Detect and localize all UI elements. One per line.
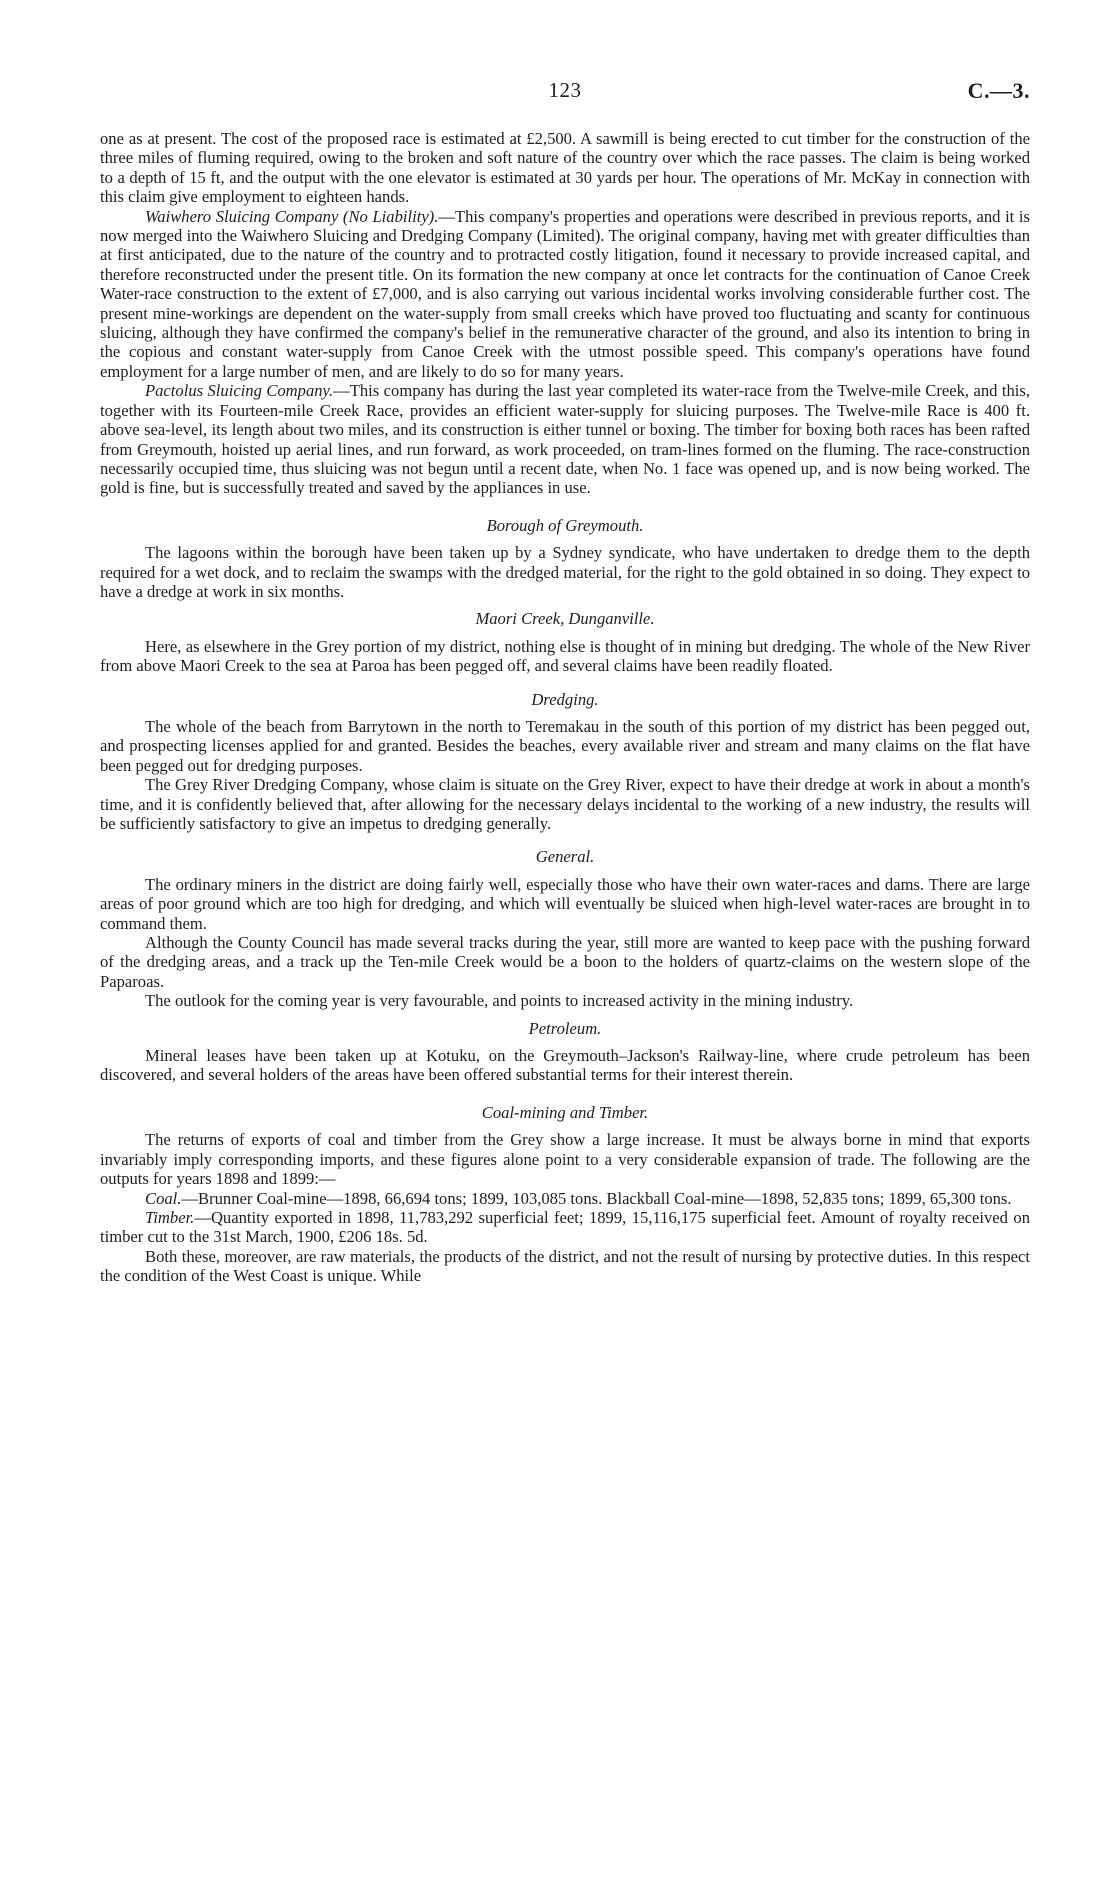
page-header xyxy=(100,78,1030,108)
heading-petroleum: Petroleum. xyxy=(528,1018,602,1038)
timber-lead: Timber. xyxy=(145,1207,195,1227)
pactolus-body: —This company has during the last year completed its water-race from the Twelve-mile Creek, and this, together with its Fourteen-mile Creek Race, provides an efficient water-supply for sluicing purposes. The Twelve-mile Race is 400 ft. above sea-level, its length about two miles, and its construction is either tunnel or boxing. The timber for boxing both races has been rafted from Greymouth, hoisted up aerial lines, and run forward, as work proceeded, on tram-lines formed on the fluming. The race-construction necessarily occupied time, thus sluicing was not begun until a recent date, when No. 1 face was opened up, and is now being worked. The gold is fine, but is successfully treated and saved by the appliances in use. xyxy=(100,381,1030,498)
waiwhero-lead: Waiwhero Sluicing Company (No Liability). xyxy=(145,206,439,226)
coal-figures: —Brunner Coal-mine—1898, 66,694 tons; 1899, 103,085 tons. Blackball Coal-mine—1898, 52,835 tons; 1899, 65,300 tons. xyxy=(181,1188,1012,1208)
paragraph-borough: The lagoons within the borough have been taken up by a Sydney syndicate, who have undertaken to dredge them to the depth required for a wet dock, and to reclaim the swamps with the dredged material, for the right to the gold obtained in so doing. They expect to have a dredge at work in six months. xyxy=(100,543,1030,601)
heading-coal-mining-and-timber: Coal-mining and Timber. xyxy=(481,1102,649,1122)
heading-dredging: Dredging. xyxy=(531,689,599,709)
heading-general: General. xyxy=(535,847,595,867)
paragraph-general-3: The outlook for the coming year is very favourable, and points to increased activity in the mining industry. xyxy=(145,991,854,1011)
paragraph-timber-figures xyxy=(100,1208,1030,1247)
paragraph-waiwhero xyxy=(100,207,1030,382)
paragraph-maori-creek: Here, as elsewhere in the Grey portion of my district, nothing else is thought of in mining but dredging. The whole of the New River from above Maori Creek to the sea at Paroa has been pegged off, and several claims have been readily floated. xyxy=(100,636,1030,676)
heading-maori-creek: Maori Creek, Dunganville. xyxy=(475,609,655,629)
paragraph-coal-figures xyxy=(100,1189,1030,1208)
waiwhero-body: —This company's properties and operations were described in previous reports, and it is now merged into the Waiwhero Sluicing and Dredging Company (Limited). The original company, having met with greater difficulties than at first anticipated, due to the nature of the country and to protracted costly litigation, found it necessary to provide increased capital, and therefore reconstructed under the present title. On its formation the new company at once let contracts for the continuation of Canoe Creek Water-race construction to the extent of £7,000, and is also carrying out various incidental works involving considerable further cost. The present mine-workings are dependent on the water-supply from small creeks which have proved too fluctuating and scanty for continuous sluicing, although they have confirmed the company's belief in the remunerative character of the ground, and also its intention to bring in the copious and constant water-supply from Canoe Creek with the utmost possible speed. This company's operations have found employment for a large number of men, and are likely to do so for many years. xyxy=(100,206,1030,381)
paragraph-carryover: one as at present. The cost of the proposed race is estimated at £2,500. A sawmill is being erected to cut timber for the construction of the three miles of fluming required, owing to the broken and soft nature of the country over which the race passes. The claim is being worked to a depth of 15 ft, and the output with the one elevator is estimated at 30 yards per hour. The operations of Mr. McKay in connection with this claim give employment to eighteen hands. xyxy=(100,129,1030,207)
paragraph-dredging-1: The whole of the beach from Barrytown in the north to Teremakau in the south of this portion of my district has been pegged out, and prospecting licenses applied for and granted. Besides the beaches, every available river and stream and many claims on the flat have been pegged out for dredging purposes. xyxy=(100,716,1030,775)
paragraph-petroleum: Mineral leases have been taken up at Kotuku, on the Greymouth–Jackson's Railway-line, where crude petroleum has been discovered, and several holders of the areas have been offered substantial terms for their interest therein. xyxy=(100,1046,1030,1085)
paragraph-coal-intro: The returns of exports of coal and timber from the Grey show a large increase. It must be always borne in mind that exports invariably imply corresponding imports, and these figures alone point to a very considerable expansion of trade. The following are the outputs for years 1898 and 1899:— xyxy=(100,1130,1030,1189)
paragraph-pactolus xyxy=(100,381,1030,497)
paragraph-dredging-2: The Grey River Dredging Company, whose claim is situate on the Grey River, expect to have their dredge at work in about a month's time, and it is confidently believed that, after allowing for the necessary delays incidental to the working of a new industry, the results will be sufficiently satisfactory to give an impetus to dredging generally. xyxy=(100,775,1030,833)
pactolus-lead: Pactolus Sluicing Company. xyxy=(145,381,334,401)
page-reference: C.—3. xyxy=(967,78,1030,103)
paragraph-general-1: The ordinary miners in the district are doing fairly well, especially those who have their own water-races and dams. There are large areas of poor ground which are too high for dredging, and which will eventually be sluiced when high-level water-races are brought in to command them. xyxy=(100,874,1030,933)
paragraph-general-2: Although the County Council has made several tracks during the year, still more are wanted to keep pace with the pushing forward of the dredging areas, and a track up the Ten-mile Creek would be a boon to the holders of quartz-claims on the western slope of the Paparoas. xyxy=(100,933,1030,991)
page-number: 123 xyxy=(548,78,582,102)
coal-lead: Coal. xyxy=(145,1188,182,1208)
timber-figures: —Quantity exported in 1898, 11,783,292 superficial feet; 1899, 15,116,175 superficial feet. Amount of royalty received on timber cut to the 31st March, 1900, £206 18s. 5d. xyxy=(100,1207,1030,1247)
heading-borough-of-greymouth: Borough of Greymouth. xyxy=(486,515,644,535)
document-body xyxy=(100,129,1030,1286)
paragraph-closing: Both these, moreover, are raw materials, the products of the district, and not the result of nursing by protective duties. In this respect the condition of the West Coast is unique. While xyxy=(100,1246,1030,1286)
